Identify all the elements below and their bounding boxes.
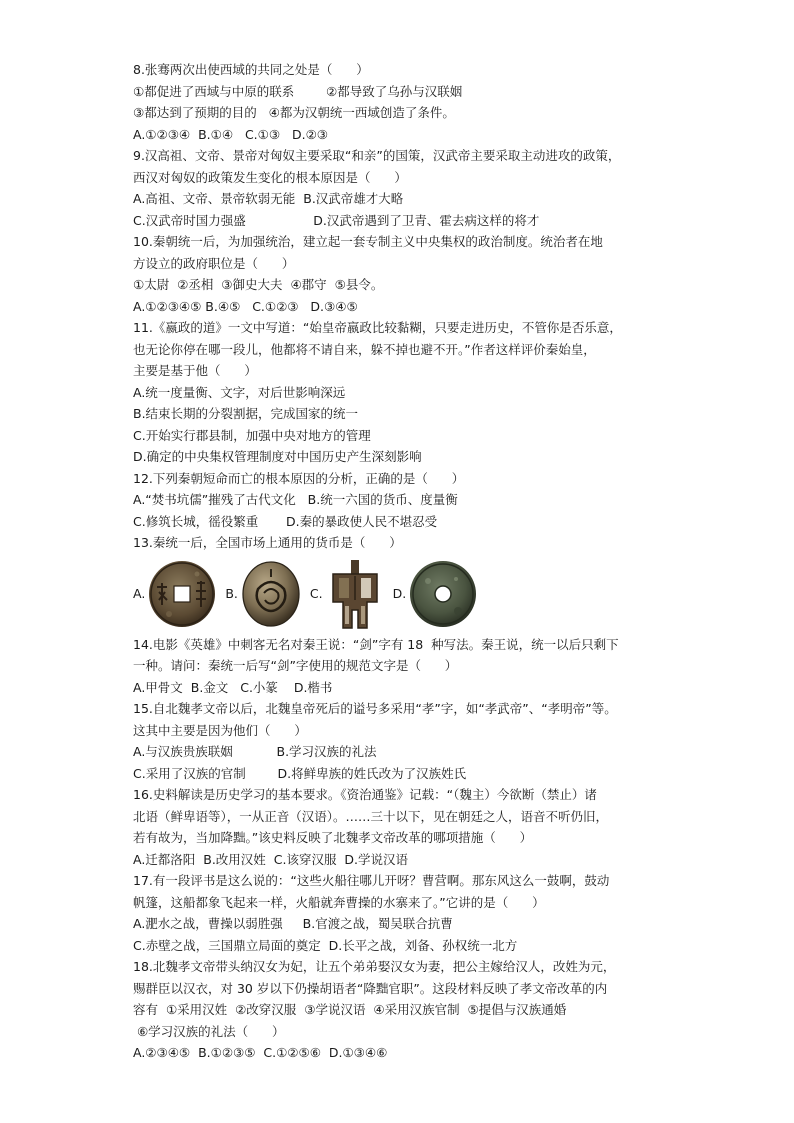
question-line: 18.北魏孝文帝带头纳汉女为妃，让五个弟弟娶汉女为妻，把公主嫁给汉人，改姓为元，	[133, 959, 616, 974]
question-line: 赐群臣以汉衣，对 30 岁以下仍操胡语者“降黜官职”。这段材料反映了孝文帝改革的内	[133, 980, 608, 996]
question-line: 11.《嬴政的道》一文中写道：“始皇帝嬴政比较黏糊，只要走进历史，不管你是否乐意，	[133, 320, 622, 335]
question-block-upper	[133, 59, 673, 554]
coin-options-row	[133, 558, 673, 630]
question-q15	[133, 698, 673, 784]
question-line: C.汉武帝时国力强盛 D.汉武帝遇到了卫青、霍去病这样的将才	[133, 212, 540, 228]
question-list	[133, 59, 673, 1064]
question-block-lower	[133, 634, 673, 1064]
question-q11	[133, 317, 673, 468]
spade-coin-icon	[325, 558, 385, 630]
question-q17	[133, 870, 673, 956]
question-line: B.结束长期的分裂割据，完成国家的统一	[133, 406, 359, 421]
question-line: A.①②③④ B.①④ C.①③ D.②③	[133, 126, 329, 142]
question-line: ①都促进了西域与中原的联系 ②都导致了乌孙与汉联姻	[133, 83, 463, 99]
question-line: A.①②③④⑤ B.④⑤ C.①②③ D.③④⑤	[133, 298, 358, 314]
question-line: 方设立的政府职位是（ ）	[133, 255, 295, 271]
question-line: 西汉对匈奴的政策发生变化的根本原因是（ ）	[133, 169, 407, 185]
question-line: D.确定的中央集权管理制度对中国历史产生深刻影响	[133, 449, 422, 464]
question-line: A.②③④⑤ B.①②③⑤ C.①②⑤⑥ D.①③④⑥	[133, 1045, 388, 1060]
question-line: 8.张骞两次出使西域的共同之处是（ ）	[133, 62, 369, 77]
question-line: 一种。请问：秦统一后写“剑”字使用的规范文字是（ ）	[133, 658, 458, 673]
question-q18	[133, 956, 673, 1064]
question-line: 9.汉高祖、文帝、景帝对匈奴主要采取“和亲”的国策，汉武帝主要采取主动进攻的政策，	[133, 148, 621, 163]
coin-option-d[interactable]	[393, 559, 479, 629]
question-line: 这其中主要是因为他们（ ）	[133, 722, 307, 738]
ban-liang-coin-icon	[147, 559, 217, 629]
coin-option-b[interactable]	[225, 559, 302, 629]
question-line: 若有故为，当加降黜。”该史料反映了北魏孝文帝改革的哪项措施（ ）	[133, 830, 533, 845]
question-q14	[133, 634, 673, 699]
question-line: A.甲骨文 B.金文 C.小篆 D.楷书	[133, 679, 333, 695]
question-line: ⑥学习汉族的礼法（ ）	[133, 1023, 285, 1039]
question-line: A.淝水之战，曹操以弱胜强 B.官渡之战，蜀吴联合抗曹	[133, 916, 453, 931]
question-line: 10.秦朝统一后，为加强统治，建立起一套专制主义中央集权的政治制度。统治者在地	[133, 234, 603, 249]
question-line: 15.自北魏孝文帝以后，北魏皇帝死后的谥号多采用“孝”字，如“孝武帝”、“孝明帝”等。	[133, 701, 617, 716]
question-q16	[133, 784, 673, 870]
question-q8	[133, 59, 673, 145]
question-line: 13.秦统一后，全国市场上通用的货币是（ ）	[133, 535, 402, 550]
question-line: ①太尉 ②丞相 ③御史大夫 ④郡守 ⑤县令。	[133, 277, 384, 292]
question-q12	[133, 468, 673, 533]
question-line: ③都达到了预期的目的 ④都为汉朝统一西域创造了条件。	[133, 105, 455, 120]
question-line: C.采用了汉族的官制 D.将鲜卑族的姓氏改为了汉族姓氏	[133, 765, 467, 781]
question-line: A.迁都洛阳 B.改用汉姓 C.该穿汉服 D.学说汉语	[133, 851, 408, 867]
question-line: 17.有一段评书是这么说的：“这些火船往哪儿开呀？曹营啊。那东风这么一鼓啊，鼓动	[133, 873, 610, 888]
question-q9	[133, 145, 673, 231]
coin-option-label: B.	[225, 585, 238, 601]
question-line: A.统一度量衡、文字，对后世影响深远	[133, 384, 346, 400]
question-line: 也无论你停在哪一段儿，他都将不请自来，躲不掉也避不开。”作者这样评价秦始皇，	[133, 341, 596, 357]
question-line: C.修筑长城，徭役繁重 D.秦的暴政使人民不堪忍受	[133, 513, 438, 529]
question-line: 容有 ①采用汉姓 ②改穿汉服 ③学说汉语 ④采用汉族官制 ⑤提倡与汉族通婚	[133, 1002, 567, 1017]
question-q10	[133, 231, 673, 317]
question-line: 北语（鲜卑语等），一从正音（汉语）。……三十以下，见在朝廷之人，语音不听仍旧，	[133, 808, 609, 824]
round-coin-icon	[408, 559, 478, 629]
coin-option-label: C.	[309, 585, 323, 601]
question-line: 12.下列秦朝短命而亡的根本原因的分析，正确的是（ ）	[133, 470, 465, 486]
question-line: C.开始实行郡县制，加强中央对地方的管理	[133, 427, 371, 443]
coin-option-c[interactable]	[310, 558, 385, 630]
question-line: A.高祖、文帝、景帝软弱无能 B.汉武帝雄才大略	[133, 191, 404, 206]
question-q13	[133, 532, 673, 554]
question-line: A.“焚书坑儒”摧残了古代文化 B.统一六国的货币、度量衡	[133, 492, 458, 507]
shell-coin-icon	[240, 559, 302, 629]
coin-option-label: D.	[392, 585, 407, 601]
question-line: C.赤壁之战，三国鼎立局面的奠定 D.长平之战，刘备、孙权统一北方	[133, 937, 518, 953]
question-line: 14.电影《英雄》中刺客无名对秦王说：“剑”字有 18 种写法。秦王说，统一以后只剩下	[133, 636, 619, 652]
coin-option-label: A.	[133, 585, 146, 601]
question-line: 帆篷，这船都象飞起来一样，火船就奔曹操的水寨来了。”它讲的是（ ）	[133, 894, 545, 910]
question-line: A.与汉族贵族联姻 B.学习汉族的礼法	[133, 744, 377, 759]
question-line: 主要是基于他（ ）	[133, 363, 257, 378]
question-line: 16.史料解读是历史学习的基本要求。《资治通鉴》记载：“（魏主）今欲断（禁止）诸	[133, 787, 597, 802]
coin-option-a[interactable]	[133, 559, 217, 629]
